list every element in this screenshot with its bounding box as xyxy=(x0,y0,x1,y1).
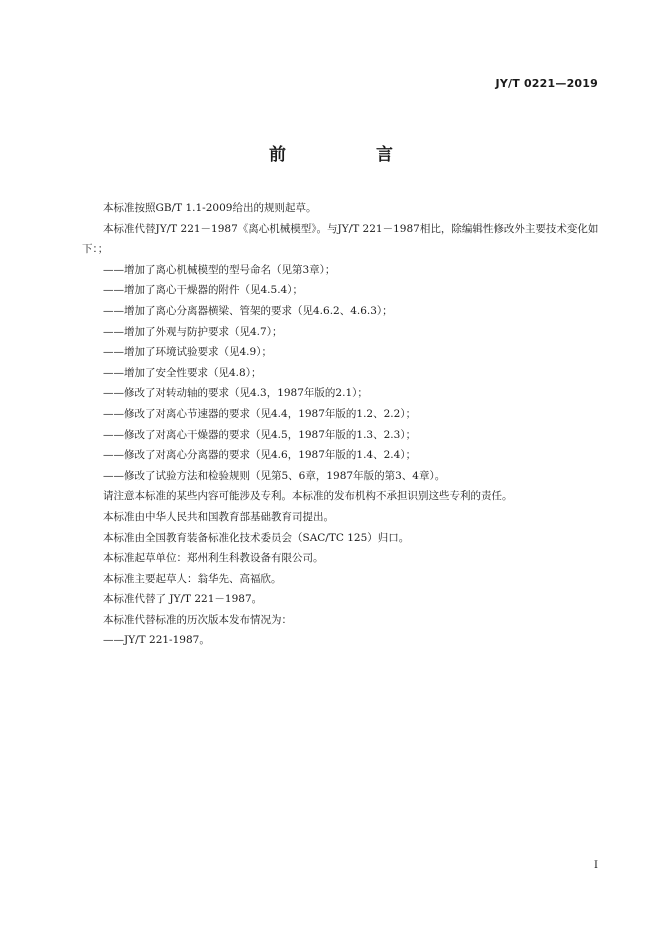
page-number: I xyxy=(594,860,598,871)
paragraph-drafting-rules: 本标准按照GB/T 1.1-2009给出的规则起草。 xyxy=(103,202,317,214)
document-body xyxy=(82,198,602,651)
change-item: ——增加了离心机械模型的型号命名（见第3章）； xyxy=(103,263,336,276)
change-item: ——修改了对离心节速器的要求（见4.4，1987年版的1.2、2.2）； xyxy=(103,407,417,420)
paragraph-drafters: 本标准主要起草人：翁华先、高福欣。 xyxy=(103,572,282,585)
standard-code: JY/T 0221—2019 xyxy=(495,77,598,90)
change-item: ——修改了试验方法和检验规则（见第5、6章，1987年版的第3、4章）。 xyxy=(103,469,446,482)
history-item: ——JY/T 221-1987。 xyxy=(103,634,210,647)
change-item: ——增加了安全性要求（见4.8）； xyxy=(103,366,262,379)
paragraph-history: 本标准代替标准的历次版本发布情况为： xyxy=(103,613,292,626)
change-item: ——增加了离心干燥器的附件（见4.5.4）； xyxy=(103,284,303,297)
change-item: ——修改了对离心分离器的要求（见4.6，1987年版的1.4、2.4）； xyxy=(103,449,417,462)
change-item: ——增加了环境试验要求（见4.9）； xyxy=(103,346,272,359)
change-item: ——增加了外观与防护要求（见4.7）； xyxy=(103,325,283,338)
change-item: ——修改了对离心干燥器的要求（见4.5，1987年版的1.3、2.3）； xyxy=(103,428,417,441)
paragraph-proposer: 本标准由中华人民共和国教育部基础教育司提出。 xyxy=(103,510,334,523)
paragraph-patent-notice: 请注意本标准的某些内容可能涉及专利。本标准的发布机构不承担识别这些专利的责任。 xyxy=(103,490,513,503)
paragraph-replaces: 本标准代替了 JY/T 221－1987。 xyxy=(103,593,263,606)
change-item: ——修改了对转动轴的要求（见4.3，1987年版的2.1）； xyxy=(103,387,368,400)
page-title: 前 言 xyxy=(269,145,435,165)
paragraph-drafting-unit: 本标准起草单位：郑州利生科教设备有限公司。 xyxy=(103,552,324,565)
paragraph-replacement: 本标准代替JY/T 221－1987《离心机械模型》。与JY/T 221－1987相比，除编辑性修改外主要技术变化如下：； xyxy=(82,222,599,256)
paragraph-committee: 本标准由全国教育装备标准化技术委员会（SAC/TC 125）归口。 xyxy=(103,531,410,544)
change-item: ——增加了离心分离器横梁、管架的要求（见4.6.2、4.6.3）； xyxy=(103,304,393,317)
